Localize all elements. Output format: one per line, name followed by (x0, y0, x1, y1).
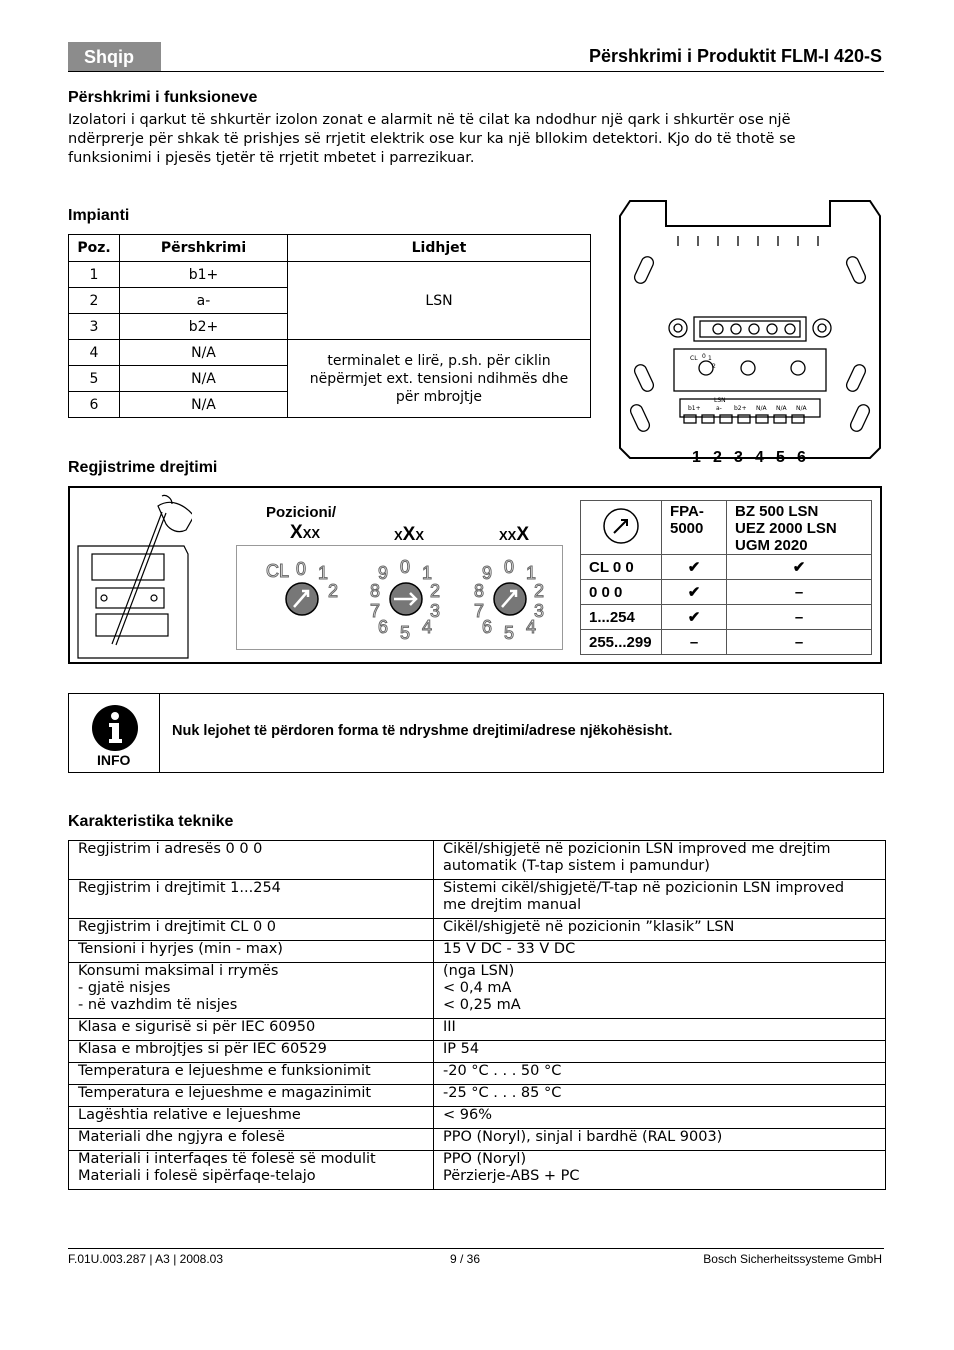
svg-text:4: 4 (526, 617, 537, 637)
spec-name-line: Klasa e sigurisë si për IEC 60950 (78, 1019, 316, 1035)
screwdriver-illustration (74, 494, 192, 662)
spec-name-line: Konsumi maksimal i rrymës (78, 963, 279, 979)
functions-text (68, 111, 888, 168)
spec-name-line: Materiali i interfaqes të folesë së modulit (78, 1151, 376, 1167)
svg-text:b2+: b2+ (734, 405, 747, 412)
svg-text:6: 6 (378, 617, 389, 637)
svg-text:3: 3 (430, 601, 441, 621)
table-row (69, 919, 886, 941)
header-rule (68, 71, 884, 72)
row-desc: N/A (120, 392, 288, 418)
spec-value (434, 1129, 886, 1151)
connection-free (288, 340, 591, 418)
installation-table (68, 234, 591, 418)
spec-name-line: Materiali i folesë sipërfaqe-telajo (78, 1168, 316, 1184)
table-row (581, 630, 872, 655)
rotary-switches (236, 545, 564, 651)
connection-free-line: për mbrojtje (395, 388, 483, 405)
bz-status: – (727, 580, 872, 605)
svg-text:0: 0 (702, 353, 706, 360)
table-row (581, 555, 872, 580)
connection-free-line: nëpërmjet ext. tensioni ndihmës dhe (309, 370, 569, 387)
table-row (69, 1063, 886, 1085)
connection-free-line: terminalet e lirë, p.sh. për ciklin (327, 352, 551, 369)
spec-name-line: Regjistrim i drejtimit CL 0 0 (78, 919, 277, 935)
table-row (69, 1151, 886, 1190)
col-header-fpa: FPA- 5000 (662, 501, 727, 555)
address-range: 255...299 (581, 630, 662, 655)
svg-text:4: 4 (422, 617, 433, 637)
svg-text:7: 7 (370, 601, 381, 621)
row-desc: N/A (120, 366, 288, 392)
position-label: Pozicioni/ (266, 504, 337, 521)
digit-label: XXX (290, 522, 321, 543)
svg-text:1: 1 (526, 563, 537, 583)
col-header-bz: BZ 500 LSN UEZ 2000 LSN UGM 2020 (727, 501, 872, 555)
spec-name-line: Lagështia relative e lejueshme (78, 1107, 301, 1123)
svg-text:9: 9 (378, 563, 389, 583)
spec-value-line: automatik (T-tap sistem i pamundur) (443, 858, 710, 874)
table-row (581, 580, 872, 605)
fpa-status: – (662, 630, 727, 655)
svg-text:3: 3 (734, 449, 743, 466)
table-row (69, 262, 591, 288)
spec-name (69, 919, 434, 941)
spec-value (434, 1151, 886, 1190)
addressing-box (68, 486, 882, 664)
fpa-status: ✔ (662, 605, 727, 630)
bz-status: – (727, 605, 872, 630)
table-row (69, 1107, 886, 1129)
spec-value (434, 1041, 886, 1063)
spec-value-line: Përzierje-ABS + PC (443, 1168, 580, 1184)
compatibility-table (580, 500, 872, 655)
svg-text:6: 6 (482, 617, 493, 637)
svg-text:4: 4 (755, 449, 764, 466)
spec-value (434, 841, 886, 880)
tech-table (68, 840, 886, 1190)
spec-value-line: < 0,4 mA (443, 980, 512, 996)
svg-text:b1+: b1+ (688, 405, 701, 412)
functions-heading: Përshkrimi i funksioneve (68, 89, 258, 106)
spec-value (434, 919, 886, 941)
svg-text:8: 8 (370, 581, 381, 601)
col-header-connections: Lidhjet (288, 235, 591, 262)
info-icon (91, 704, 139, 752)
info-text: Nuk lejohet të përdoren forma të ndryshme drejtimi/adrese njëkohësisht. (172, 723, 673, 739)
switch-symbol-cell (581, 501, 662, 555)
spec-value-line: Cikël/shigjetë në pozicionin ”klasik” LSN (443, 919, 735, 935)
spec-name (69, 1085, 434, 1107)
spec-name (69, 1151, 434, 1190)
functions-line: ndërprerje për shkak të prishjes së rrjetit elektrik ose kur ka një bllokim detektori. Kjo do të thotë se (68, 131, 796, 147)
svg-text:5: 5 (776, 449, 785, 466)
svg-text:a-: a- (716, 405, 722, 412)
address-range: 0 0 0 (581, 580, 662, 605)
spec-value-line: < 0,25 mA (443, 997, 521, 1013)
spec-value-line: -20 °C . . . 50 °C (443, 1063, 562, 1079)
svg-text:3: 3 (534, 601, 545, 621)
functions-line: Izolatori i qarkut të shkurtër izolon zonat e alarmit në të cilat ka ndodhur një qark i shkurtër ose një (68, 112, 791, 128)
spec-value (434, 880, 886, 919)
svg-text:2: 2 (534, 581, 545, 601)
svg-text:2: 2 (713, 449, 722, 466)
svg-text:CL: CL (690, 355, 698, 362)
svg-text:2: 2 (328, 581, 339, 601)
footer-rule (68, 1248, 884, 1249)
row-desc: b1+ (120, 262, 288, 288)
spec-value (434, 941, 886, 963)
svg-text:5: 5 (400, 623, 411, 643)
spec-name (69, 1019, 434, 1041)
spec-value-line: Cikël/shigjetë në pozicionin LSN improved me drejtim (443, 841, 831, 857)
spec-value (434, 1107, 886, 1129)
table-row (69, 841, 886, 880)
spec-name-line: Regjistrim i adresës 0 0 0 (78, 841, 263, 857)
row-poz: 5 (69, 366, 120, 392)
spec-value-line: < 96% (443, 1107, 492, 1123)
spec-name (69, 880, 434, 919)
spec-value (434, 1085, 886, 1107)
device-diagram (618, 196, 882, 468)
table-row (581, 605, 872, 630)
svg-text:1: 1 (318, 563, 329, 583)
table-row (69, 340, 591, 366)
row-poz: 2 (69, 288, 120, 314)
address-range: 1...254 (581, 605, 662, 630)
address-range: CL 0 0 (581, 555, 662, 580)
footer-doc-id: F.01U.003.287 | A3 | 2008.03 (68, 1252, 224, 1266)
svg-text:0: 0 (400, 557, 411, 577)
bz-status: ✔ (727, 555, 872, 580)
row-poz: 6 (69, 392, 120, 418)
svg-text:N/A: N/A (756, 405, 767, 412)
svg-text:0: 0 (504, 557, 515, 577)
svg-text:1: 1 (708, 355, 712, 362)
col-header-desc: Përshkrimi (120, 235, 288, 262)
spec-value-line: (nga LSN) (443, 963, 515, 979)
info-separator (159, 694, 160, 772)
info-label: INFO (97, 752, 131, 768)
svg-text:N/A: N/A (796, 405, 807, 412)
spec-name-line: Klasa e mbrojtjes si për IEC 60529 (78, 1041, 327, 1057)
bz-status: – (727, 630, 872, 655)
table-row (69, 941, 886, 963)
fpa-status: ✔ (662, 555, 727, 580)
spec-name (69, 941, 434, 963)
svg-text:1: 1 (422, 563, 433, 583)
language-tab: Shqip (68, 42, 161, 72)
svg-text:2: 2 (430, 581, 441, 601)
col-header-poz: Poz. (69, 235, 120, 262)
row-poz: 4 (69, 340, 120, 366)
table-row (69, 1019, 886, 1041)
spec-name (69, 1107, 434, 1129)
row-desc: a- (120, 288, 288, 314)
table-row (69, 963, 886, 1019)
table-row (69, 1041, 886, 1063)
spec-name (69, 1129, 434, 1151)
spec-name-line: - në vazhdim të nisjes (78, 997, 238, 1013)
spec-value-line: IP 54 (443, 1041, 480, 1057)
table-row (69, 1085, 886, 1107)
svg-text:6: 6 (797, 449, 806, 466)
addressing-heading: Regjistrime drejtimi (68, 459, 218, 476)
svg-text:8: 8 (474, 581, 485, 601)
svg-text:7: 7 (474, 601, 485, 621)
svg-text:9: 9 (482, 563, 493, 583)
row-poz: 1 (69, 262, 120, 288)
spec-value-line: Sistemi cikël/shigjetë/T-tap në pozicionin LSN improved (443, 880, 845, 896)
document-title: Përshkrimi i Produktit FLM-I 420-S (588, 46, 882, 66)
digit-label: XXX (499, 524, 530, 545)
spec-name-line: Temperatura e lejueshme e funksionimit (78, 1063, 371, 1079)
connection-lsn: LSN (288, 262, 591, 340)
spec-name-line: Regjistrim i drejtimit 1...254 (78, 880, 281, 896)
spec-value-line: -25 °C . . . 85 °C (443, 1085, 562, 1101)
spec-value (434, 963, 886, 1019)
table-row (69, 1129, 886, 1151)
digit-label: XXX (394, 524, 425, 545)
spec-name (69, 1063, 434, 1085)
spec-name (69, 1041, 434, 1063)
svg-text:2: 2 (712, 363, 716, 370)
svg-text:5: 5 (504, 623, 515, 643)
spec-name (69, 963, 434, 1019)
spec-value-line: me drejtim manual (443, 897, 582, 913)
svg-text:CL: CL (266, 561, 290, 581)
svg-text:N/A: N/A (776, 405, 787, 412)
row-poz: 3 (69, 314, 120, 340)
rotary-switch-icon (601, 506, 641, 546)
spec-value (434, 1019, 886, 1041)
svg-text:1: 1 (692, 449, 701, 466)
spec-name-line: Tensioni i hyrjes (min - max) (78, 941, 283, 957)
tech-heading: Karakteristika teknike (68, 813, 234, 830)
info-box (68, 693, 884, 773)
svg-text:LSN: LSN (714, 397, 726, 404)
spec-value-line: III (443, 1019, 456, 1035)
spec-value-line: PPO (Noryl) (443, 1151, 527, 1167)
row-desc: b2+ (120, 314, 288, 340)
page-number: 9 / 36 (450, 1252, 481, 1266)
svg-text:0: 0 (296, 559, 307, 579)
table-row (69, 880, 886, 919)
spec-value (434, 1063, 886, 1085)
spec-name-line: - gjatë nisjes (78, 980, 171, 996)
spec-name-line: Temperatura e lejueshme e magazinimit (78, 1085, 372, 1101)
footer-company: Bosch Sicherheitssysteme GmbH (703, 1252, 882, 1266)
row-desc: N/A (120, 340, 288, 366)
installation-heading: Impianti (68, 207, 130, 224)
functions-line: funksionimi i pjesës tjetër të rrjetit mbetet i parrezikuar. (68, 150, 475, 166)
spec-name-line: Materiali dhe ngjyra e folesë (78, 1129, 285, 1145)
spec-value-line: PPO (Noryl), sinjal i bardhë (RAL 9003) (443, 1129, 723, 1145)
spec-value-line: 15 V DC - 33 V DC (443, 941, 576, 957)
spec-name (69, 841, 434, 880)
fpa-status: ✔ (662, 580, 727, 605)
